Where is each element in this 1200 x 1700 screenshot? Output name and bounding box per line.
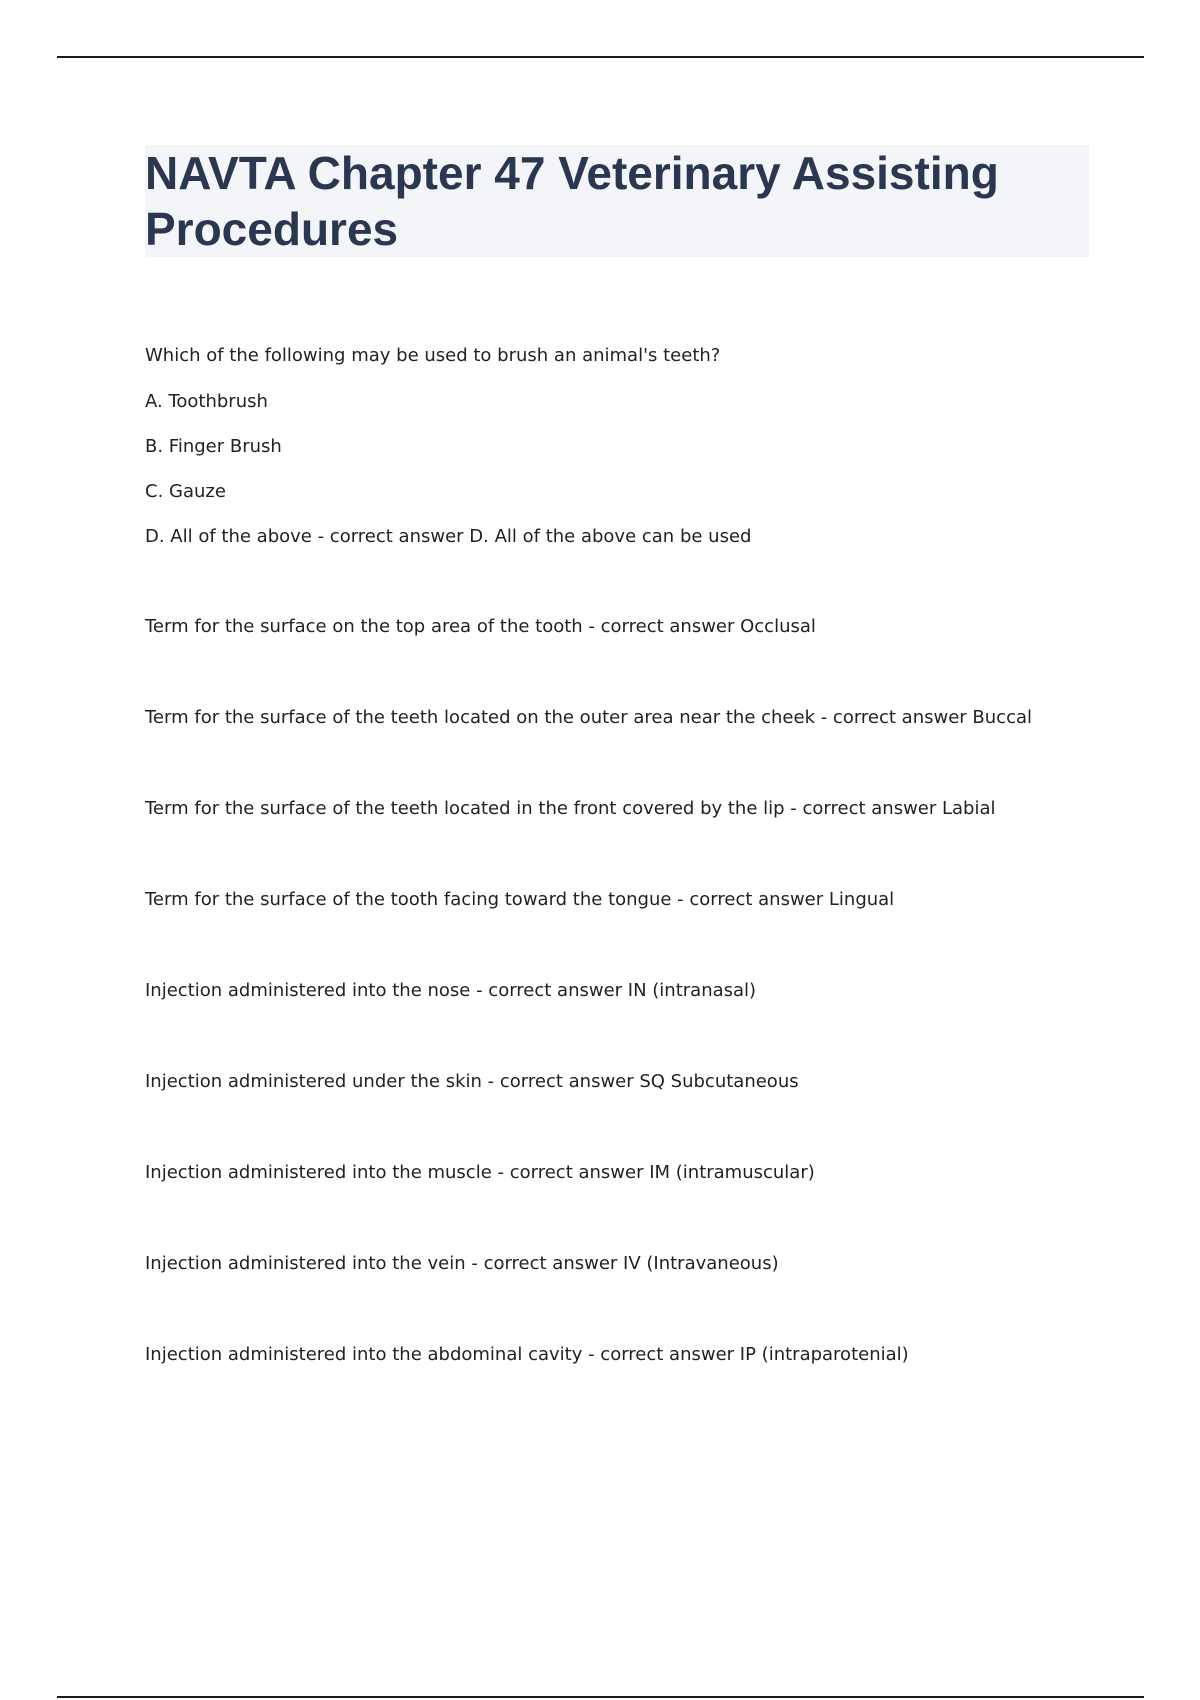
title-block xyxy=(145,145,1089,257)
answer-option-a: A. Toothbrush xyxy=(145,391,268,412)
document-title: NAVTA Chapter 47 Veterinary Assisting Procedures xyxy=(145,147,999,255)
qa-item-lingual: Term for the surface of the tooth facing toward the tongue - correct answer Lingual xyxy=(145,889,895,910)
answer-option-b: B. Finger Brush xyxy=(145,436,282,457)
qa-item-labial: Term for the surface of the teeth located in the front covered by the lip - correct answer Labial xyxy=(145,798,996,819)
top-rule xyxy=(57,56,1144,58)
qa-item-subcutaneous: Injection administered under the skin - correct answer SQ Subcutaneous xyxy=(145,1071,799,1092)
document-body xyxy=(145,345,1105,1435)
qa-item-buccal: Term for the surface of the teeth located on the outer area near the cheek - correct answer Buccal xyxy=(145,707,1032,728)
qa-item-intraperitoneal: Injection administered into the abdominal cavity - correct answer IP (intraparotenial) xyxy=(145,1344,909,1365)
answer-option-c: C. Gauze xyxy=(145,481,226,502)
answer-option-d: D. All of the above - correct answer D. All of the above can be used xyxy=(145,526,752,547)
qa-item-intramuscular: Injection administered into the muscle - correct answer IM (intramuscular) xyxy=(145,1162,815,1183)
qa-item-intravenous: Injection administered into the vein - correct answer IV (Intravaneous) xyxy=(145,1253,779,1274)
qa-item-intranasal: Injection administered into the nose - correct answer IN (intranasal) xyxy=(145,980,757,1001)
bottom-rule xyxy=(57,1696,1144,1698)
question-text: Which of the following may be used to brush an animal's teeth? xyxy=(145,345,721,366)
qa-item-occlusal: Term for the surface on the top area of the tooth - correct answer Occlusal xyxy=(145,616,816,637)
